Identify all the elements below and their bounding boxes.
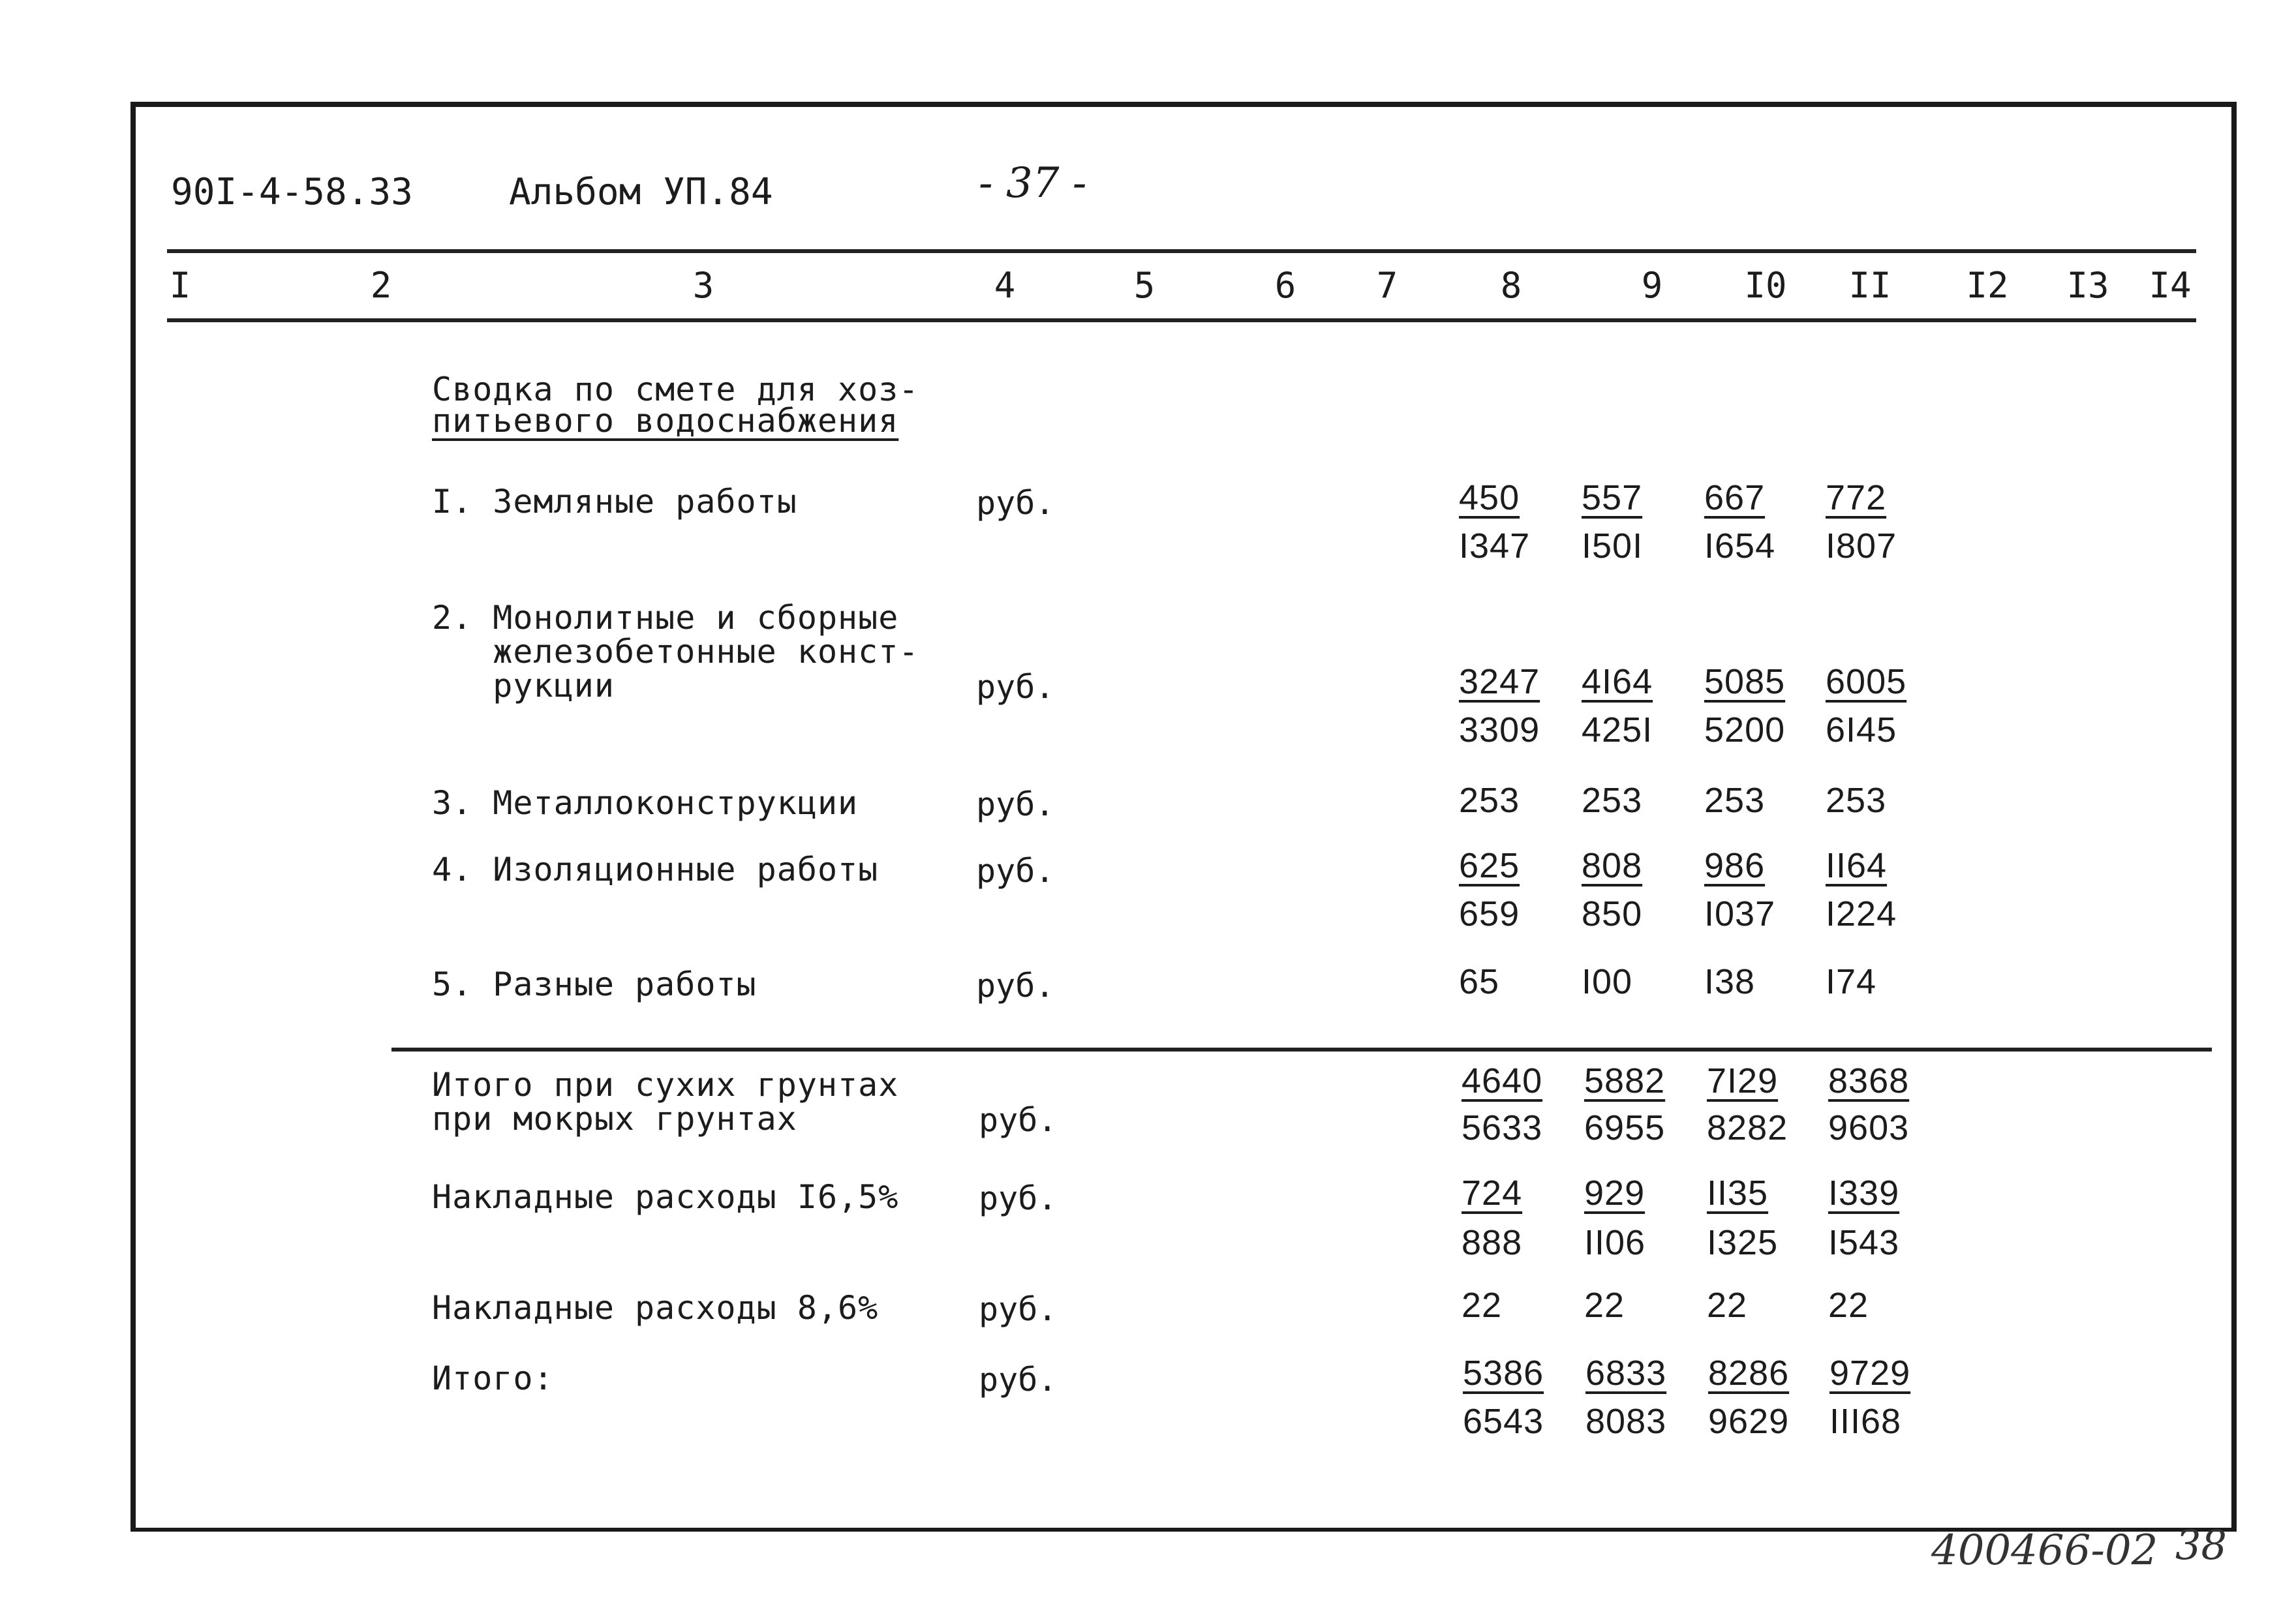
- value-top: 625: [1459, 846, 1520, 885]
- value-top: 4640: [1462, 1061, 1543, 1100]
- album-label: Альбом УП.84: [509, 171, 773, 213]
- value-bottom: II06: [1584, 1223, 1646, 1262]
- row-unit: руб.: [976, 852, 1055, 890]
- sheet-number: 38: [2175, 1521, 2227, 1569]
- value-top: 5085: [1704, 662, 1786, 701]
- value-bottom: I325: [1707, 1223, 1779, 1262]
- column-number: I4: [2149, 265, 2192, 306]
- value-bottom: 8083: [1585, 1402, 1667, 1441]
- row-unit: руб.: [976, 484, 1055, 522]
- section-title-line: Сводка по смете для хоз-: [432, 371, 919, 408]
- document-code: 90I-4-58.33: [171, 171, 413, 213]
- total-label: Накладные расходы I6,5%: [432, 1178, 899, 1216]
- column-number: 5: [1133, 265, 1156, 306]
- value-bottom: I50I: [1582, 526, 1644, 566]
- totals-separator: [391, 1048, 2212, 1052]
- column-number: I: [169, 265, 191, 306]
- value-top: 557: [1582, 478, 1643, 517]
- value-top: 5882: [1584, 1061, 1666, 1100]
- column-number: 9: [1641, 265, 1663, 306]
- total-unit: руб.: [979, 1361, 1058, 1399]
- row-label: железобетонные конст-: [432, 633, 919, 671]
- row-label: рукции: [432, 667, 615, 704]
- value-single: I74: [1826, 962, 1877, 1001]
- value-top: 9729: [1829, 1354, 1911, 1393]
- column-number: 6: [1274, 265, 1296, 306]
- row-unit: руб.: [976, 967, 1055, 1005]
- column-number: 8: [1500, 265, 1522, 306]
- value-bottom: 8282: [1707, 1108, 1788, 1147]
- value-top: II64: [1826, 846, 1888, 885]
- value-top: 986: [1704, 846, 1766, 885]
- value-top: 808: [1582, 846, 1643, 885]
- column-number: I0: [1744, 265, 1787, 306]
- value-top: 7I29: [1707, 1061, 1779, 1100]
- value-bottom: I224: [1826, 894, 1897, 933]
- value-top: 5386: [1463, 1354, 1544, 1393]
- value-top: 667: [1704, 478, 1766, 517]
- value-bottom: 3309: [1459, 710, 1540, 750]
- section-title-line: питьевого водоснабжения: [432, 402, 899, 440]
- column-number: I2: [1966, 265, 2009, 306]
- row-label: I. Земляные работы: [432, 483, 797, 521]
- value-top: 6005: [1826, 662, 1907, 701]
- value-single: I38: [1704, 962, 1756, 1001]
- value-bottom: I347: [1459, 526, 1531, 566]
- column-number: I3: [2066, 265, 2109, 306]
- value-bottom: 6955: [1584, 1108, 1666, 1147]
- total-label: Накладные расходы 8,6%: [432, 1289, 879, 1327]
- total-unit: руб.: [979, 1290, 1058, 1328]
- value-bottom: III68: [1829, 1402, 1902, 1441]
- value-bottom: 659: [1459, 894, 1520, 933]
- value-bottom: 425I: [1582, 710, 1653, 750]
- value-bottom: 6543: [1463, 1402, 1544, 1441]
- column-number: 3: [692, 265, 714, 306]
- value-top: 8368: [1828, 1061, 1910, 1100]
- footer-note: 400466-02: [1931, 1526, 2158, 1575]
- page-number: - 37 -: [979, 159, 1087, 207]
- value-bottom: I037: [1704, 894, 1776, 933]
- value-bottom: 5200: [1704, 710, 1786, 750]
- value-bottom: 850: [1582, 894, 1643, 933]
- value-bottom: 6I45: [1826, 710, 1897, 750]
- header-rule-top: [167, 249, 2196, 253]
- value-top: II35: [1707, 1174, 1769, 1213]
- value-single: 253: [1826, 781, 1887, 820]
- column-number: II: [1848, 265, 1891, 306]
- column-number: 7: [1376, 265, 1398, 306]
- value-single: I00: [1582, 962, 1633, 1001]
- value-single: 65: [1459, 962, 1500, 1001]
- column-number: 4: [994, 265, 1016, 306]
- header-rule-bottom: [167, 318, 2196, 322]
- value-bottom: 888: [1462, 1223, 1523, 1262]
- column-number: 2: [370, 265, 392, 306]
- value-top: 450: [1459, 478, 1520, 517]
- value-top: 724: [1462, 1174, 1523, 1213]
- value-single: 22: [1462, 1286, 1503, 1325]
- value-single: 253: [1582, 781, 1643, 820]
- value-single: 253: [1704, 781, 1766, 820]
- value-single: 22: [1828, 1286, 1869, 1325]
- row-unit: руб.: [976, 668, 1055, 706]
- row-label: 2. Монолитные и сборные: [432, 599, 899, 637]
- value-bottom: 9629: [1708, 1402, 1790, 1441]
- row-unit: руб.: [976, 785, 1055, 823]
- value-bottom: 5633: [1462, 1108, 1543, 1147]
- row-label: 5. Разные работы: [432, 965, 757, 1003]
- total-label: при мокрых грунтах: [432, 1100, 797, 1138]
- value-bottom: I807: [1826, 526, 1897, 566]
- value-bottom: 9603: [1828, 1108, 1910, 1147]
- total-label: Итого:: [432, 1359, 554, 1397]
- total-unit: руб.: [979, 1179, 1058, 1217]
- value-top: 8286: [1708, 1354, 1790, 1393]
- value-top: 6833: [1585, 1354, 1667, 1393]
- value-single: 22: [1707, 1286, 1748, 1325]
- value-bottom: I543: [1828, 1223, 1900, 1262]
- value-top: I339: [1828, 1174, 1900, 1213]
- value-single: 22: [1584, 1286, 1625, 1325]
- row-label: 3. Металлоконструкции: [432, 784, 859, 822]
- value-top: 4I64: [1582, 662, 1653, 701]
- total-unit: руб.: [979, 1101, 1058, 1139]
- value-top: 3247: [1459, 662, 1540, 701]
- row-label: 4. Изоляционные работы: [432, 851, 879, 888]
- value-single: 253: [1459, 781, 1520, 820]
- value-bottom: I654: [1704, 526, 1776, 566]
- value-top: 772: [1826, 478, 1887, 517]
- value-top: 929: [1584, 1174, 1645, 1213]
- total-label: Итого при сухих грунтах: [432, 1066, 899, 1104]
